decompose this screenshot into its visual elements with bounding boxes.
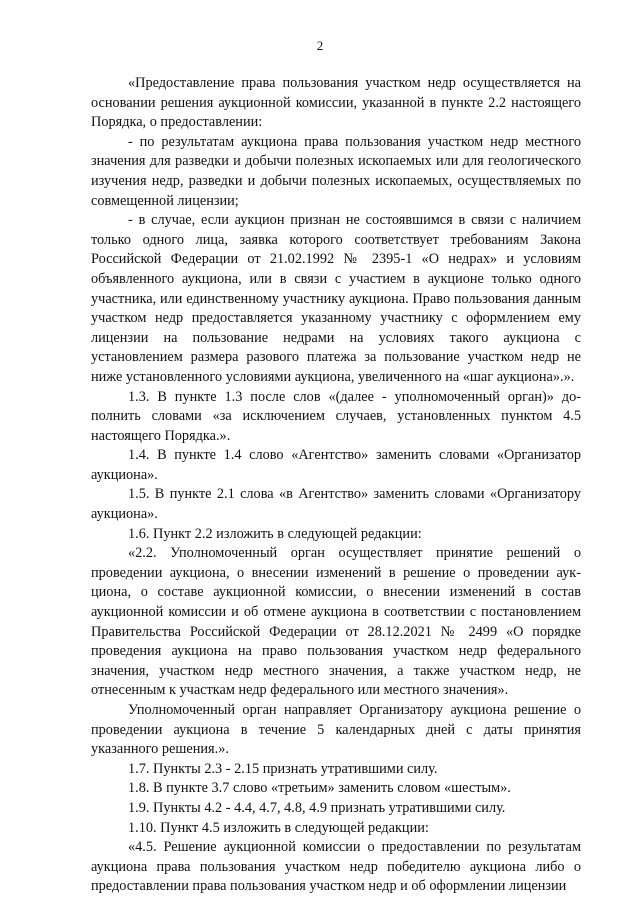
paragraph-authority-sends: Уполномоченный орган направляет Организатору аукциона решение о проведении аукциона в течение 5 календарных дней с даты принятия указанного решения.». — [91, 702, 581, 758]
paragraph-intro: «Предоставление права пользования участком недр осуществляется на основании решения аукционной комиссии, указанной в пункте 2.2 настоящего Порядка, о предоставлении: — [91, 75, 581, 131]
document-body — [91, 74, 581, 897]
paragraph-item-1-10: 1.10. Пункт 4.5 изложить в следующей редакции: — [128, 819, 429, 836]
paragraph-item-1-6: 1.6. Пункт 2.2 изложить в следующей редакции: — [128, 525, 422, 542]
page-number: 2 — [316, 38, 324, 53]
paragraph-clause-4-5: «4.5. Решение аукционной комиссии о предоставлении по результатам аукциона права пользования участком недр победителю аукциона либо о предоставлении права пользования участком недр и об оформлении лицензии — [91, 839, 581, 895]
paragraph-bullet-results: - по результатам аукциона права пользования участком недр местного значения для разведки и добычи полезных ископаемых или для геологического изучения недр, разведки и добычи полезных ископаемых, осуществляемых по совмещенной лицензии; — [91, 133, 581, 209]
paragraph-item-1-8: 1.8. В пункте 3.7 слово «третьим» заменить словом «шестым». — [128, 780, 511, 797]
paragraph-clause-2-2: «2.2. Уполномоченный орган осуществляет принятие решений о проведении аукциона, о внесении изменений в решение о проведении аукциона, о составе аукционной комиссии, о внесении изменений в состав аукционной комиссии и об отмене аукциона в соответствии с постановлением Правительства Российской Федерации от 28.12.2021 № 2499 «О порядке проведения аукциона на право пользования участком недр федерального значения, участком недр местного значения, а также участком недр, не отнесенным к участкам недр федерального или местного значения». — [91, 545, 581, 699]
paragraph-item-1-5: 1.5. В пункте 2.1 слова «в Агентство» заменить словами «Организатору аукциона». — [91, 486, 581, 523]
paragraph-item-1-7: 1.7. Пункты 2.3 - 2.15 признать утратившими силу. — [128, 760, 438, 777]
paragraph-bullet-failed-auction: - в случае, если аукцион признан не состоявшимся в связи с наличием только одного лица, заявка которого соответствует требованиям Закона Российской Федерации от 21.02.1992 № 2395-1 «О недрах» и условиям объявленного аукциона, или в связи с участием в аукционе только одного участника, или единственному участнику аукциона. Право пользования данным участком недр предоставляется указанному участнику с оформлением ему лицензии на пользование недрами на условиях такого аукциона с установлением размера разового платежа за пользование участком недр не ниже установленного условиями аукциона, увеличенного на «шаг аукциона».». — [91, 212, 581, 385]
paragraph-item-1-9: 1.9. Пункты 4.2 - 4.4, 4.7, 4.8, 4.9 признать утратившими силу. — [128, 799, 506, 816]
paragraph-item-1-3: 1.3. В пункте 1.3 после слов «(далее - уполномоченный орган)» дополнить словами «за исключением случаев, установленных пунктом 4.5 настоящего Порядка.». — [91, 388, 581, 444]
paragraph-item-1-4: 1.4. В пункте 1.4 слово «Агентство» заменить словами «Организатор аукциона». — [91, 447, 581, 483]
